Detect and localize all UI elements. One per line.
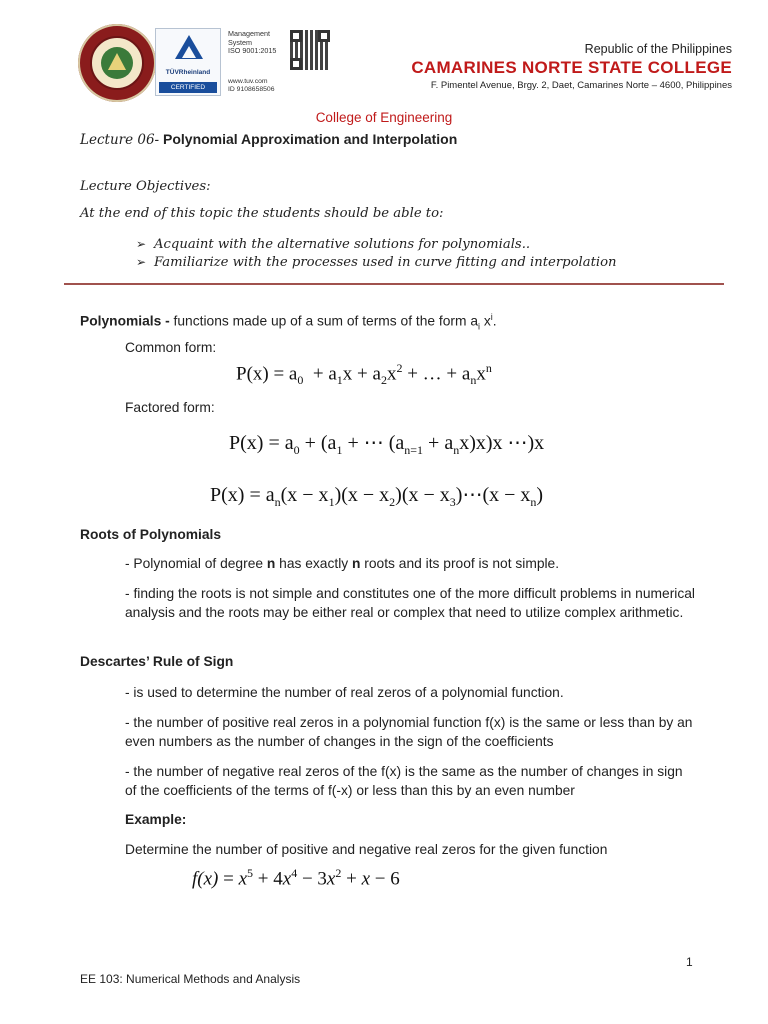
republic-label: Republic of the Philippines	[584, 42, 732, 56]
college-seal-logo	[78, 24, 156, 102]
arrow-bullet-icon: ➢	[136, 255, 147, 269]
department-title: College of Engineering	[315, 110, 453, 125]
objective-text: Familiarize with the processes used in curve fitting and interpolation	[154, 255, 617, 270]
objective-item	[136, 255, 617, 270]
lecture-label: Lecture 06-	[80, 132, 160, 148]
certified-label: CERTIFIED	[159, 82, 217, 93]
iso-line: ISO 9001:2015	[228, 46, 277, 55]
polynomials-term: Polynomials -	[80, 313, 170, 329]
iso-id: ID 9108658506	[228, 86, 275, 93]
example-function: $f(x) = x^5 + 4x^4 - 3x^2 + x - 6$	[192, 866, 400, 890]
polynomials-period: .	[492, 313, 497, 329]
page-number: 1	[686, 955, 693, 969]
iso-contact	[228, 78, 288, 94]
descartes-paragraph-1: - is used to determine the number of real zeros of a polynomial function.	[125, 685, 564, 700]
objectives-intro: At the end of this topic the students should be able to:	[80, 206, 444, 221]
tuv-name: TÜVRheinland	[165, 69, 211, 76]
iso-info	[228, 30, 288, 56]
tuv-certification-badge	[155, 28, 221, 96]
superscript-i: i	[490, 312, 493, 322]
subscript-i: i	[478, 321, 480, 332]
roots-text: - Polynomial of degree	[125, 556, 267, 571]
college-name: CAMARINES NORTE STATE COLLEGE	[411, 58, 732, 77]
iso-website: www.tuv.com	[228, 78, 268, 85]
college-address: F. Pimentel Avenue, Brgy. 2, Daet, Camarines Norte – 4600, Philippines	[430, 80, 732, 91]
polynomials-x: x	[480, 313, 491, 329]
roots-n: n	[266, 556, 276, 571]
factored-form-equation-2: $P(x) = a_n(x - x_1)(x - x_2)(x$ − $x_3)\cdots(x - x_n)$	[210, 484, 544, 509]
section-divider	[64, 283, 724, 285]
descartes-heading: Descartes’ Rule of Sign	[80, 654, 234, 669]
qr-code	[290, 30, 330, 70]
roots-text: has exactly	[275, 556, 353, 571]
lecture-title: Polynomial Approximation and Interpolation	[163, 131, 458, 147]
descartes-paragraph-2: - the number of positive real zeros in a polynomial function f(x) is the same or less than by an even numbers as the number of changes in the sign of the coefficients	[125, 715, 693, 749]
roots-text: roots and its proof is not simple.	[360, 556, 560, 571]
factored-form-equation-1: $P(x) = a_0 + (a_1$ + ⋯ $(a_{n=1} + a_nx)x)x$ ⋯)x	[229, 432, 545, 457]
roots-paragraph-2: - finding the roots is not simple and constitutes one of the more difficult problems in numerical analysis and the roots may be either real or complex that need to utilize complex arithmetic.	[125, 586, 695, 620]
iso-line: System	[228, 37, 252, 47]
polynomials-text: functions made up of a sum of terms of the form a	[173, 313, 478, 329]
common-form-label: Common form:	[125, 340, 217, 355]
roots-n: n	[352, 556, 361, 571]
descartes-paragraph-3: - the number of negative real zeros of the f(x) is the same as the number of changes in sign of the coefficients of the terms of f(-x) or less than this by an even number	[125, 764, 683, 798]
objective-item	[136, 237, 530, 252]
polynomials-definition	[80, 308, 497, 336]
footer-course: EE 103: Numerical Methods and Analysis	[80, 972, 301, 986]
example-label: Example:	[125, 812, 187, 827]
factored-form-label: Factored form:	[125, 400, 215, 415]
lecture-heading	[80, 131, 457, 148]
roots-paragraph-1	[125, 554, 559, 573]
example-text: Determine the number of positive and negative real zeros for the given function	[125, 842, 608, 857]
roots-heading: Roots of Polynomials	[80, 527, 222, 542]
objective-text: Acquaint with the alternative solutions for polynomials..	[154, 237, 531, 252]
iso-line: Management	[228, 29, 270, 38]
arrow-bullet-icon: ➢	[136, 237, 147, 251]
common-form-equation: $P(x) = a_0 + a_1x + a_2x^2$ + … + $a_nx^n$	[236, 361, 492, 388]
objectives-heading: Lecture Objectives:	[80, 179, 211, 194]
